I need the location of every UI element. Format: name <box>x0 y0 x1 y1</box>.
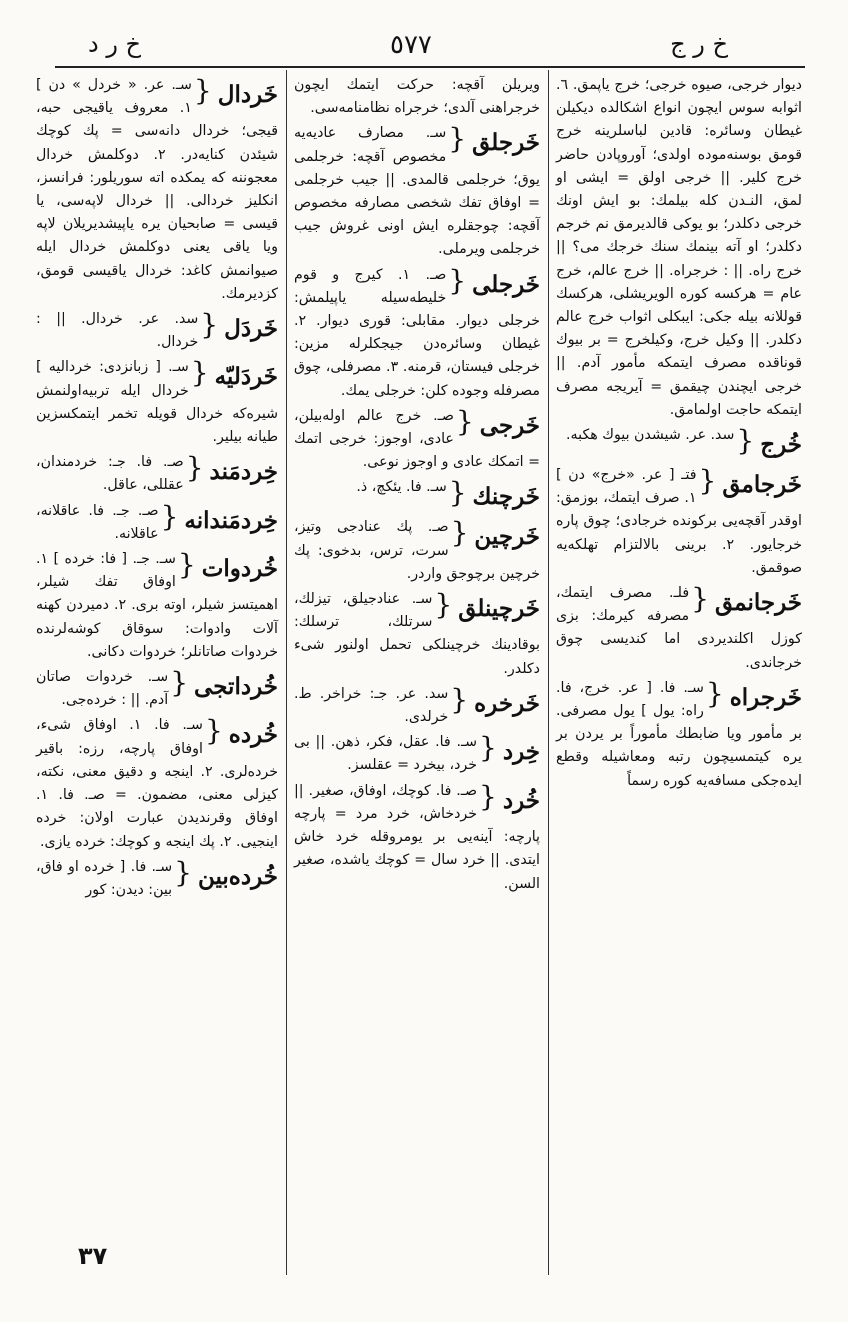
entry-definition: سـ. خردوات صاتان آدم. || : خرده‌جی. <box>36 669 169 709</box>
entry-headword: خُرده‌بین <box>197 862 278 890</box>
entry-brace: { <box>170 666 189 700</box>
dictionary-entry <box>36 356 278 449</box>
dictionary-entry <box>294 588 540 681</box>
dictionary-entry <box>556 464 802 580</box>
entry-headword: خَرجی <box>479 411 540 439</box>
dictionary-entry <box>556 677 802 793</box>
entry-brace: { <box>190 356 209 390</box>
entry-definition: سـ. جـ. [ فا: خرده ] ١. اوفاق تفك شیلر، اهمیتسز شیلر، اوته بری. ٢. دمیردن کهنه آلات وادوات: سوقاق کوشه‌لرنده خردوات صاتانلر؛ خردوات دکانی. <box>36 551 278 660</box>
entry-headword: خَردَلیّه <box>214 363 278 391</box>
dictionary-entry <box>294 731 540 777</box>
entry-definition: سـ. [ زبانزدی: خردالیه ] خردال ایله تربیه‌اولنمش شیره‌که خردال قویله تخمر ایتمکسزین طیانه بیلیر. <box>36 359 278 446</box>
entry-brace: { <box>450 516 469 550</box>
entry-headword: خَردَل <box>224 315 278 343</box>
entry-brace: { <box>705 676 724 710</box>
entry-headword: خُرد <box>502 786 540 814</box>
entry-brace: { <box>736 424 755 458</box>
entry-headword: خَرخره <box>474 689 540 717</box>
dictionary-entry <box>294 405 540 475</box>
dictionary-entry <box>294 476 540 514</box>
entry-headword: خَرچینلق <box>458 595 540 623</box>
dictionary-entry <box>36 74 278 306</box>
entry-definition: سد. عر. خردال. || : خردال. <box>36 311 199 351</box>
entry-headword: خِردمَند <box>209 458 278 486</box>
entry-headword: خَرجلق <box>472 129 540 157</box>
entry-brace: { <box>160 499 179 533</box>
entry-definition: صـ. فا. کوچك، اوفاق، صغیر. || خردخاش، خرد مرد = پارچه پارچه: آینه‌یی بر یومروقله خرد خاش ایتدی. || خرد سال = کوچك یاشده، صغیر السن. <box>294 782 540 892</box>
header-page-number: ٥٧٧ <box>390 30 432 60</box>
dictionary-entry <box>556 582 802 675</box>
dictionary-entry <box>294 516 540 586</box>
entry-headword: خُردوات <box>201 555 278 583</box>
column-divider-right <box>548 70 549 1275</box>
dictionary-entry <box>294 780 540 896</box>
entry-headword: خَرجانمق <box>714 589 802 617</box>
dictionary-entry <box>36 548 278 664</box>
dictionary-entry <box>36 856 278 902</box>
dictionary-entry <box>294 683 540 729</box>
entry-definition: سـ. عنادجیلق، تیزلك، سرتلك، ترسلك: بوقادینك خرچینلکی تحمل اولنور شیء دکلدر. <box>294 591 540 677</box>
entry-definition: صـ. ١. کیرج و قوم خلیطه‌سیله یاپیلمش: خرجلی دیوار. مقابلی: قوری دیوار. ٢. غیطان وسائره‌دن جیجکلرله مزین: خرجلی فیستان، قرمنه. ٣. مصرفلی، چوق مصرفله وجوده کلن: خرجلی یمك. <box>294 266 540 399</box>
entry-definition: سد. عر. شیشدن بیوك هکبه. <box>566 427 735 444</box>
dictionary-entry <box>294 122 540 261</box>
entry-brace: { <box>204 714 223 748</box>
dictionary-entry <box>36 451 278 497</box>
entry-definition: سـ. عر. « خردل » دن ] ١. معروف یاقیجی حبه، قیجی؛ خردال دانه‌سی = پك کوچك شیئدن کنایه‌در. ٢. دوکلمش خردال معجوننه که یمکده اته سوریلور: فرانسز، انکلیز خردالی. || خردال لاپه‌سی، یا قیسی = صابحیان یره یاپیشدیریلان لاپه ویا یاقی یعنی دوکلمش خردال ایله صیوانمش کاغد: خردال یاقیسی قومق، کزدیرمك. <box>36 77 278 302</box>
column-divider-left <box>286 70 287 1275</box>
entry-headword: خَرچین <box>474 523 540 551</box>
dictionary-entry <box>556 424 802 462</box>
column-left <box>36 74 278 904</box>
header-left-letters: خ ر د <box>88 30 142 58</box>
column-middle <box>294 74 540 898</box>
column-right <box>556 74 802 795</box>
dictionary-entry <box>294 264 540 403</box>
entry-brace: { <box>448 122 467 156</box>
entry-brace: { <box>193 74 212 107</box>
entry-definition: دیوار خرجی، صیوه خرجی؛ خرج یاپمق. ٦. اثوابه سوس ایچون انواع اشکالده دیکیلن غیطان وسائره: قادین لباسلرینه خرج قومق بوسنه‌موده اولدی؛ آوروپادن حاضر خرج کلیر. || خرجی اولق = ایشی او لمق، النـدن کله‌ بیلمك: بو ایش اونك خرجی دکلدر؛ بو یوکی قالدیرمق نم خرجم دکلدر؛ او آته بینمك سنك خرجك می؟ || خرج راه. || : خرجراه. || خرج عالم، خرج عام = هرکسه کوره الویریشلی، هرکسك قوللانه بیله جکی: ایبکلی اثواب خرج عالم دکلدر. || وکیل خرج، وکیلخرج = بر بیوك قوناقده مصرف ایتمکه مأمور آدم. || خرجی ایچندن چیقمق = آیریجه مصرف ایتمکه حاجت اولمامق. <box>556 77 802 418</box>
dictionary-entry <box>36 714 278 853</box>
entry-brace: { <box>479 779 497 813</box>
entry-headword: خَردال <box>217 81 278 108</box>
entry-brace: { <box>185 451 204 485</box>
entry-headword: خَرچنك <box>472 483 540 511</box>
entry-headword: خِردمَندانه <box>184 506 278 534</box>
entry-definition: صـ. خرج عالم اوله‌بیلن، عادی، اوجوز: خرجی اتمك = اتمکك عادی و اوجوز نوعی. <box>294 407 540 471</box>
entry-definition: سـ. فا. عقل، فکر، ذهن. || بی خرد، بیخرد = عقلسز. <box>294 734 478 774</box>
entry-headword: خَرجامق <box>722 471 802 499</box>
entry-headword: خَرجراه <box>729 683 802 711</box>
dictionary-entry <box>36 308 278 354</box>
page-header <box>50 30 750 64</box>
entry-definition: صـ. جـ. فا. عاقلانه، عاقلانه. <box>36 502 159 542</box>
entry-headword: خُرداتجی <box>194 673 278 701</box>
entry-brace: { <box>174 855 192 889</box>
entry-brace: { <box>450 682 469 716</box>
entry-brace: { <box>434 588 453 622</box>
dictionary-entry <box>36 666 278 712</box>
header-rule <box>55 66 805 68</box>
entry-headword: خُرج <box>760 431 802 459</box>
entry-headword: خَرجلی <box>472 270 540 298</box>
entry-brace: { <box>698 464 717 498</box>
footer-page-number: ٣٧ <box>78 1242 108 1270</box>
entry-definition: سـ. فا. [ خرده او فاق، بین: دیدن: کور <box>36 858 173 898</box>
entry-brace: { <box>448 263 467 297</box>
entry-brace: { <box>200 308 219 342</box>
entry-brace: { <box>479 731 497 765</box>
entry-definition: سـ. مصارف عادیه‌یه مخصوص آقچه: خرجلمی یوق؛ خرجلمی قالمدی. || جیب خرجلمی = اوفاق تفك شخصی مصارفه مخصوص آقچه: چوجقلره ایش اونی غروش جیب خرجلمی ویرملی. <box>294 125 540 258</box>
entry-brace: { <box>177 548 196 582</box>
entry-definition: صـ. فا. جـ: خردمندان، عقللی، عاقل. <box>36 454 184 494</box>
entry-definition: فتـ [ عر. «خرج» دن ] ١. صرف ایتمك، بوزمق: اوقدر آقچه‌یی برکونده خرجادی؛ چوق پاره خرجایور. ٢. برینی بالالتزام تهلکه‌یه صوقمق. <box>556 467 803 576</box>
entry-brace: { <box>691 582 709 616</box>
entry-brace: { <box>448 476 467 510</box>
dictionary-entry <box>556 74 802 422</box>
entry-definition: سـ. فا. [ عر. خرج، فا. راه: یول ] یول مصرفی. بر مأمور ویا ضابطك مأموراً بر یردن بر یره کیتمسیچون رتبه ومعاشیله وقطع ایده‌جکی مسافه‌یه کوره رسماً <box>556 679 802 789</box>
entry-headword: خِرد <box>502 738 540 766</box>
entry-definition: سـ. فا. ١. اوفاق شیء، اوفاق پارچه، رزه: باقیر خرده‌لری. ٢. اینجه و دقیق معنی، نکته، کیزلی معنی، مضمون. = صـ. فا. ١. اوفاق وقرندیدن عبارت اولان: خرده اینجیی. ٢. پك اینجه و کوچك: خرده یازی. <box>36 717 278 850</box>
entry-brace: { <box>455 404 474 438</box>
header-right-letters: خ ر ج <box>670 30 728 58</box>
entry-headword: خُرده <box>228 721 278 749</box>
dictionary-entry <box>294 74 540 120</box>
entry-definition: صـ. پك عنادجی وتیز، سرت، ترس، بدخوی: پك خرچین برچوجق واردر. <box>294 519 540 582</box>
entry-definition: سـ. فا. یئکچ، ذ. <box>356 479 447 496</box>
entry-definition: ویریلن آقچه: حرکت ایتمك ایچون خرجراهنی آلدی؛ خرجراه نظامنامه‌سی. <box>294 77 540 117</box>
entry-definition: سد. عر. جـ: خراخر. ط. خرلدی. <box>294 685 449 726</box>
dictionary-entry <box>36 500 278 546</box>
entry-definition: فلـ. مصرف ایتمك، مصرفه کیرمك: بزی کوزل اکلندیردی اما کندیسی چوق خرجاندی. <box>556 585 802 671</box>
